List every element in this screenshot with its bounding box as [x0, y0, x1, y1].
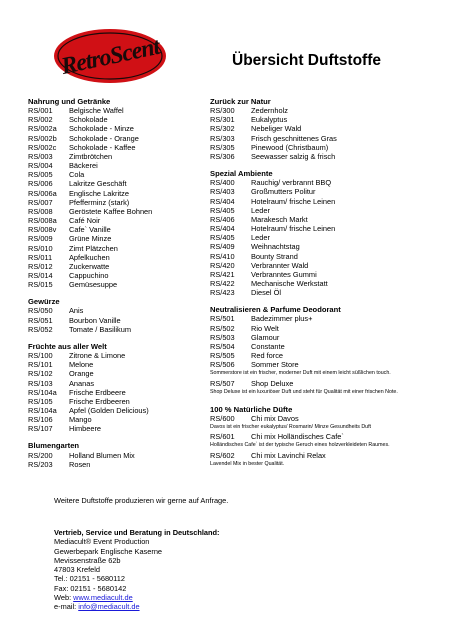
- fragrance-name: Chi mix Davos: [251, 414, 299, 423]
- fragrance-list: [28, 351, 218, 433]
- fragrance-code: RS/105: [28, 396, 53, 406]
- address-line: Gewerbepark Englische Kaserne: [54, 546, 163, 556]
- website-link[interactable]: www.mediacult.de: [73, 592, 133, 602]
- fragrance-name: Zitrone & Limone: [69, 351, 126, 361]
- fragrance-name: Großmutters Politur: [251, 187, 316, 197]
- fragrance-code: RS/009: [28, 234, 53, 244]
- fragrance-code: RS/502: [210, 323, 235, 333]
- fragrance-code: RS/400: [210, 178, 235, 188]
- fragrance-name: Himbeere: [69, 424, 102, 434]
- fragrance-name: Cola: [69, 170, 85, 180]
- fragrance-code: RS/104a: [28, 387, 57, 397]
- fragrance-code: RS/410: [210, 251, 235, 261]
- website-line: [54, 593, 220, 602]
- section-heading: Blumengarten: [28, 441, 80, 451]
- section-heading: Früchte aus aller Welt: [28, 341, 107, 351]
- fragrance-name: Leder: [251, 233, 270, 243]
- fragrance-name: Rosen: [69, 459, 91, 469]
- email-line: [54, 602, 220, 611]
- fragrance-code: RS/051: [28, 315, 53, 325]
- fragrance-code: RS/301: [210, 115, 235, 125]
- fragrance-code: RS/420: [210, 260, 235, 270]
- fragrance-row: [28, 460, 218, 469]
- fragrance-row: [28, 306, 218, 315]
- fragrance-row: [210, 233, 450, 242]
- fragrance-code: RS/405: [210, 233, 235, 243]
- fragrance-code: RS/403: [210, 187, 235, 197]
- fragrance-code: RS/002c: [28, 142, 57, 152]
- fragrance-name: Sommer Store: [251, 360, 299, 370]
- fragrance-code: RS/405: [210, 205, 235, 215]
- fragrance-row: [210, 432, 450, 441]
- fragrance-row: [28, 179, 218, 188]
- fragrance-row: [210, 451, 450, 460]
- fragrance-name: Hotelraum/ frische Leinen: [251, 224, 336, 234]
- fragrance-code: RS/503: [210, 332, 235, 342]
- fragrance-code: RS/602: [210, 450, 235, 460]
- fragrance-row: [210, 242, 450, 251]
- fragrance-code: RS/505: [210, 351, 235, 361]
- fragrance-row: [28, 406, 218, 415]
- fragrance-name: Leder: [251, 205, 270, 215]
- fragrance-name: Chi mix Lavinchi Relax: [251, 450, 326, 460]
- fragrance-code: RS/011: [28, 252, 53, 262]
- fragrance-row: [210, 178, 450, 187]
- fragrance-name: Tomate / Basilikum: [69, 324, 132, 334]
- fragrance-code: RS/601: [210, 432, 235, 442]
- fragrance-row: [28, 415, 218, 424]
- fragrance-row: [28, 106, 218, 115]
- fragrance-row: [28, 207, 218, 216]
- fragrance-row: [28, 143, 218, 152]
- section-heading: Nahrung und Getränke: [28, 97, 111, 106]
- fragrance-row: [28, 115, 218, 124]
- fragrance-name: Frische Erdbeeren: [69, 396, 130, 406]
- fragrance-code: RS/404: [210, 224, 235, 234]
- fragrance-name: Grüne Minze: [69, 234, 112, 244]
- fragrance-row: [28, 388, 218, 397]
- fragrance-name: Weihnachtstag: [251, 242, 300, 252]
- fragrance-code: RS/203: [28, 459, 53, 469]
- fragrance-row: [210, 342, 450, 351]
- phone-number: Tel.: 02151 - 5680112: [54, 574, 125, 584]
- fragrance-code: RS/006: [28, 179, 53, 189]
- svg-text:RetroScent: RetroScent: [58, 33, 162, 81]
- fragrance-row: [28, 124, 218, 133]
- fragrance-code: RS/106: [28, 415, 53, 425]
- fragrance-row: [28, 216, 218, 225]
- fragrance-code: RS/504: [210, 341, 235, 351]
- fragrance-list: [210, 451, 450, 460]
- contact-block: [54, 528, 220, 611]
- fragrance-name: Eukalyptus: [251, 115, 288, 125]
- section-heading: Spezial Ambiente: [210, 169, 273, 179]
- fragrance-code: RS/010: [28, 243, 53, 253]
- fragrance-name: Schokolade: [69, 115, 108, 125]
- fragrance-name: Zimt Plätzchen: [69, 243, 118, 253]
- fragrance-name: Frisch geschnittenes Gras: [251, 133, 337, 143]
- fragrance-name: Marakesch Markt: [251, 214, 308, 224]
- fragrance-code: RS/422: [210, 278, 235, 288]
- fragrance-row: [28, 351, 218, 360]
- fragrance-code: RS/406: [210, 214, 235, 224]
- fragrance-list: [210, 379, 450, 388]
- fragrance-row: [28, 198, 218, 207]
- fragrance-name: Lakritze Geschäft: [69, 179, 127, 189]
- fragrance-code: RS/002a: [28, 124, 57, 134]
- fragrance-code: RS/104a: [28, 406, 57, 415]
- fragrance-row: [28, 253, 218, 262]
- section-heading: 100 % Natürliche Düfte: [210, 404, 293, 414]
- fragrance-code: RS/008v: [28, 225, 57, 235]
- fragrance-name: Holland Blumen Mix: [69, 450, 135, 460]
- fragrance-row: [210, 134, 450, 143]
- fragrance-name: Ananas: [69, 378, 95, 388]
- fragrance-row: [210, 224, 450, 233]
- fragrance-name: Chi mix Holländisches Cafe`: [251, 432, 344, 442]
- section-heading: Neutralisieren & Parfume Deodorant: [210, 305, 341, 315]
- fragrance-row: [28, 189, 218, 198]
- email-label: e-mail:: [54, 602, 79, 611]
- fragrance-name: Pinewood (Christbaum): [251, 142, 329, 152]
- fragrance-list: [28, 106, 218, 289]
- fragrance-code: RS/100: [28, 351, 53, 361]
- fragrance-code: RS/404: [210, 196, 235, 206]
- fragrance-row: [28, 225, 218, 234]
- fragrance-note: Holländisches Cafe` ist der typische Geruch eines holzverkleideten Raumes.: [210, 442, 390, 449]
- fragrance-code: RS/001: [28, 106, 53, 116]
- fragrance-name: Verbranntes Gummi: [251, 269, 317, 279]
- fragrance-code: RS/052: [28, 324, 53, 334]
- fragrance-name: Shop Deluxe: [251, 378, 294, 388]
- fragrance-name: Diesel Öl: [251, 288, 281, 298]
- fragrance-code: RS/007: [28, 197, 53, 207]
- fragrance-code: RS/507: [210, 378, 235, 388]
- section-heading: Gewürze: [28, 297, 60, 307]
- fragrance-code: RS/600: [210, 414, 235, 423]
- fragrance-row: [210, 288, 450, 297]
- fragrance-row: [28, 244, 218, 253]
- fragrance-name: Anis: [69, 306, 84, 316]
- fragrance-name: Schokolade - Kaffee: [69, 142, 136, 152]
- fragrance-list: [210, 178, 450, 297]
- right-column: [210, 97, 450, 469]
- fragrance-note: Davos ist ein frischer eukalyptus/ Rosmarin/ Minze Gesundheits Duft: [210, 424, 372, 431]
- fragrance-row: [28, 379, 218, 388]
- fragrance-name: Rauchig/ verbrannt BBQ: [251, 178, 332, 188]
- fragrance-list: [210, 414, 450, 423]
- fragrance-name: Badezimmer plus+: [251, 314, 313, 324]
- page-title: Übersicht Duftstoffe: [232, 52, 381, 69]
- section-heading: Zurück zur Natur: [210, 97, 271, 106]
- fragrance-name: Orange: [69, 369, 94, 379]
- email-link[interactable]: info@mediacult.de: [78, 602, 140, 611]
- fragrance-code: RS/302: [210, 124, 235, 134]
- fragrance-list: [210, 432, 450, 441]
- fragrance-row: [210, 206, 450, 215]
- fragrance-code: RS/003: [28, 151, 53, 161]
- footer-note: Weitere Duftstoffe produzieren wir gerne auf Anfrage.: [54, 496, 229, 505]
- fragrance-code: RS/305: [210, 142, 235, 152]
- left-column: [28, 97, 218, 469]
- fragrance-name: Café Noir: [69, 216, 101, 226]
- contact-heading: Vertrieb, Service und Beratung in Deutschland:: [54, 528, 220, 537]
- fragrance-row: [28, 369, 218, 378]
- address-line: Mevissenstraße 62b: [54, 555, 121, 565]
- fragrance-row: [28, 280, 218, 289]
- fragrance-row: [210, 314, 450, 323]
- fragrance-row: [210, 324, 450, 333]
- fragrance-code: RS/002b: [28, 133, 57, 143]
- fragrance-list: [210, 314, 450, 369]
- fragrance-name: Hotelraum/ frische Leinen: [251, 196, 336, 206]
- address-line: 47803 Krefeld: [54, 565, 101, 574]
- fragrance-name: Bounty Strand: [251, 251, 298, 261]
- fragrance-row: [210, 187, 450, 196]
- fragrance-name: Belgische Waffel: [69, 106, 124, 116]
- fragrance-name: Schokolade - Minze: [69, 124, 134, 134]
- fragrance-list: [210, 106, 450, 161]
- fragrance-name: Apfel (Golden Delicious): [69, 406, 149, 415]
- website-label: Web:: [54, 592, 74, 602]
- fragrance-row: [210, 414, 450, 423]
- fragrance-list: [28, 306, 218, 333]
- fragrance-name: Zuckerwatte: [69, 261, 110, 271]
- fragrance-row: [28, 451, 218, 460]
- fragrance-code: RS/002: [28, 115, 53, 125]
- fragrance-name: Pfefferminz (stark): [69, 197, 130, 207]
- fragrance-row: [210, 106, 450, 115]
- fragrance-name: Seewasser salzig & frisch: [251, 151, 336, 161]
- fax-number: Fax: 02151 - 5680142: [54, 583, 127, 593]
- fragrance-row: [28, 262, 218, 271]
- fragrance-code: RS/015: [28, 280, 53, 290]
- fragrance-name: Zedernholz: [251, 106, 288, 116]
- fragrance-name: Rio Welt: [251, 323, 279, 333]
- fragrance-code: RS/200: [28, 450, 53, 460]
- fragrance-name: Bourbon Vanille: [69, 315, 121, 325]
- fragrance-code: RS/012: [28, 261, 53, 271]
- fragrance-row: [210, 333, 450, 342]
- company-name: Mediacult® Event Production: [54, 537, 150, 547]
- fragrance-code: RS/501: [210, 314, 235, 324]
- fragrance-code: RS/008: [28, 206, 53, 216]
- fragrance-code: RS/300: [210, 106, 235, 116]
- fragrance-row: [28, 170, 218, 179]
- fragrance-name: Cappuchino: [69, 270, 109, 280]
- fragrance-row: [210, 124, 450, 133]
- fragrance-row: [210, 379, 450, 388]
- fragrance-code: RS/306: [210, 151, 235, 161]
- fragrance-code: RS/303: [210, 133, 235, 143]
- fragrance-row: [28, 397, 218, 406]
- fragrance-row: [210, 252, 450, 261]
- fragrance-code: RS/102: [28, 369, 53, 379]
- fragrance-name: Verbrannter Wald: [251, 260, 309, 270]
- fragrance-row: [28, 234, 218, 243]
- fragrance-row: [210, 197, 450, 206]
- fragrance-name: Apfelkuchen: [69, 252, 110, 262]
- fragrance-row: [28, 271, 218, 280]
- fragrance-name: Constante: [251, 341, 285, 351]
- fragrance-row: [28, 424, 218, 433]
- fragrance-name: Geröstete Kaffee Bohnen: [69, 206, 153, 216]
- fragrance-row: [210, 143, 450, 152]
- fragrance-row: [210, 360, 450, 369]
- fragrance-name: Red force: [251, 351, 284, 361]
- fragrance-name: Gemüsesuppe: [69, 280, 118, 290]
- retroscent-logo: [52, 26, 168, 86]
- fragrance-row: [28, 161, 218, 170]
- fragrance-name: Schokolade - Orange: [69, 133, 139, 143]
- fragrance-note: Shop Deluxe ist ein luxuriöser Duft und steht für Qualität mit einer frischen Note.: [210, 388, 398, 395]
- fragrance-code: RS/409: [210, 242, 235, 252]
- fragrance-list: [28, 451, 218, 469]
- fragrance-row: [210, 215, 450, 224]
- fragrance-code: RS/006a: [28, 188, 57, 198]
- fragrance-name: Bäckerei: [69, 161, 98, 171]
- fragrance-name: Frische Erdbeere: [69, 387, 126, 397]
- fragrance-name: Cafe` Vanille: [69, 225, 111, 235]
- fragrance-row: [210, 261, 450, 270]
- fragrance-row: [210, 351, 450, 360]
- fragrance-code: RS/421: [210, 269, 235, 279]
- fragrance-code: RS/423: [210, 288, 235, 298]
- fragrance-row: [210, 270, 450, 279]
- fragrance-name: Mango: [69, 415, 92, 425]
- fragrance-code: RS/101: [28, 360, 53, 370]
- fragrance-row: [28, 316, 218, 325]
- fragrance-code: RS/107: [28, 424, 53, 434]
- fragrance-code: RS/506: [210, 360, 235, 370]
- fragrance-row: [28, 325, 218, 334]
- fragrance-code: RS/008a: [28, 216, 57, 226]
- fragrance-row: [28, 152, 218, 161]
- fragrance-name: Englische Lakritze: [69, 188, 129, 198]
- fragrance-name: Mechanische Werkstatt: [251, 278, 328, 288]
- fragrance-note: Lavendel Mix in bester Qualität.: [210, 460, 285, 467]
- fragrance-row: [28, 134, 218, 143]
- fragrance-code: RS/004: [28, 161, 53, 171]
- fragrance-name: Nebeliger Wald: [251, 124, 302, 134]
- fragrance-code: RS/050: [28, 306, 53, 316]
- fragrance-name: Glamour: [251, 332, 280, 342]
- fragrance-row: [210, 279, 450, 288]
- fragrance-row: [210, 115, 450, 124]
- fragrance-row: [210, 152, 450, 161]
- fragrance-row: [28, 360, 218, 369]
- fragrance-code: RS/103: [28, 378, 53, 388]
- fragrance-code: RS/014: [28, 270, 53, 280]
- fragrance-name: Zimtbrötchen: [69, 151, 113, 161]
- fragrance-note: Sommerstore ist ein frischer, moderner Duft mit einem leicht süßlichen touch.: [210, 370, 391, 377]
- fragrance-code: RS/005: [28, 170, 53, 180]
- fragrance-name: Melone: [69, 360, 94, 370]
